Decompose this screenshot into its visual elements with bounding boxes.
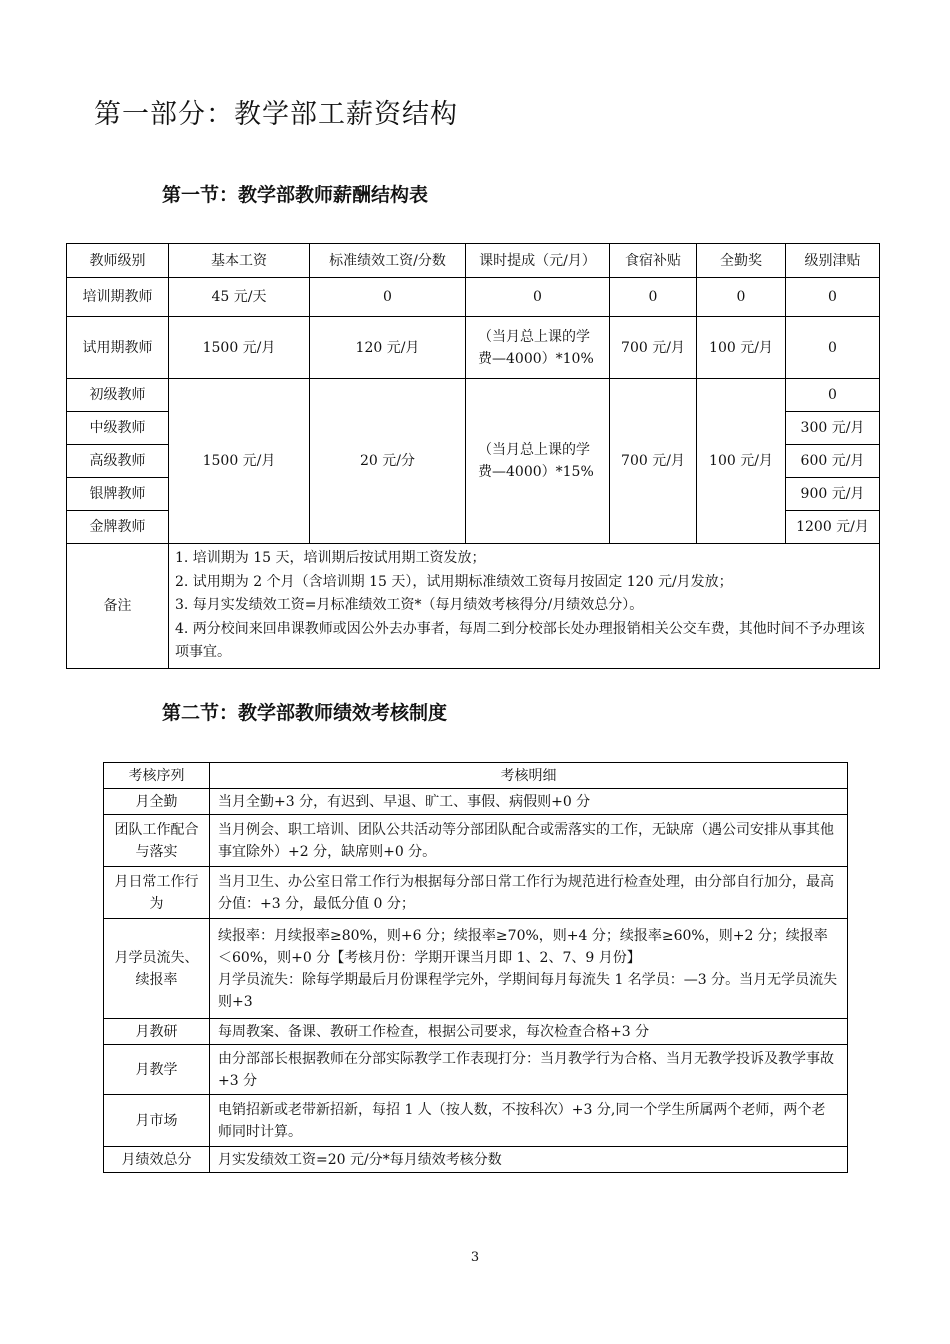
table-header-row xyxy=(67,244,880,278)
level-name: 中级教师 xyxy=(67,412,169,445)
salary-structure-table xyxy=(66,243,880,669)
note-item: 3. 每月实发绩效工资=月标准绩效工资*（每月绩效考核得分/月绩效总分）。 xyxy=(175,597,644,613)
header-cell: 考核明细 xyxy=(210,763,848,789)
group-commission: （当月总上课的学费—4000）*15% xyxy=(466,379,610,544)
table-row xyxy=(104,1147,848,1173)
assessment-item: 月全勤 xyxy=(104,789,210,815)
table-row xyxy=(104,867,848,919)
page-title: 第一部分：教学部工薪资结构 xyxy=(94,99,458,130)
level-allowance: 300 元/月 xyxy=(786,412,880,445)
level-name: 金牌教师 xyxy=(67,511,169,544)
table-cell: 0 xyxy=(466,278,610,317)
table-cell: 45 元/天 xyxy=(169,278,310,317)
section1-title: 第一节：教学部教师薪酬结构表 xyxy=(162,184,429,206)
table-row xyxy=(104,919,848,1019)
table-cell: 培训期教师 xyxy=(67,278,169,317)
assessment-detail: 月实发绩效工资=20 元/分*每月绩效考核分数 xyxy=(210,1147,848,1173)
header-cell: 基本工资 xyxy=(169,244,310,278)
header-cell: 标准绩效工资/分数 xyxy=(310,244,466,278)
page-number: 3 xyxy=(470,1250,480,1265)
header-cell: 食宿补贴 xyxy=(610,244,697,278)
level-allowance: 600 元/月 xyxy=(786,445,880,478)
table-row xyxy=(104,1019,848,1045)
assessment-detail: 当月卫生、办公室日常工作行为根据每分部日常工作行为规范进行检查处理，由分部自行加分，最高分值：+3 分，最低分值 0 分； xyxy=(210,867,848,919)
header-cell: 考核序列 xyxy=(104,763,210,789)
header-cell: 教师级别 xyxy=(67,244,169,278)
table-row xyxy=(104,815,848,867)
assessment-item: 月教学 xyxy=(104,1045,210,1095)
section2-title: 第二节：教学部教师绩效考核制度 xyxy=(162,702,448,724)
assessment-item: 团队工作配合与落实 xyxy=(104,815,210,867)
assessment-item: 月教研 xyxy=(104,1019,210,1045)
level-allowance: 1200 元/月 xyxy=(786,511,880,544)
assessment-item: 月学员流失、续报率 xyxy=(104,919,210,1019)
student-loss-text: 月学员流失：除每学期最后月份课程学完外，学期间每月每流失 1 名学员：—3 分。当月无学员流失则+3 xyxy=(218,971,838,1010)
note-item: 2. 试用期为 2 个月（含培训期 15 天），试用期标准绩效工资每月按固定 120 元/月发放； xyxy=(175,573,733,590)
group-meal-allowance: 700 元/月 xyxy=(610,379,697,544)
table-cell: 700 元/月 xyxy=(610,317,697,379)
notes-label: 备注 xyxy=(67,544,169,669)
note-item: 1. 培训期为 15 天，培训期后按试用期工资发放； xyxy=(175,550,486,566)
performance-assessment-table xyxy=(103,762,848,1173)
table-cell: 120 元/月 xyxy=(310,317,466,379)
renewal-rate-text: 续报率：月续报率≥80%，则+6 分；续报率≥70%，则+4 分；续报率≥60%，则+2 分；续报率＜60%，则+0 分【考核月份：学期开课当月即 1、2、7、9 月份】 xyxy=(218,927,828,966)
assessment-detail: 当月例会、职工培训、团队公共活动等分部团队配合或需落实的工作，无缺席（遇公司安排从事其他事宜除外）+2 分，缺席则+0 分。 xyxy=(210,815,848,867)
table-cell: 0 xyxy=(786,317,880,379)
assessment-item: 月市场 xyxy=(104,1095,210,1147)
table-cell: 试用期教师 xyxy=(67,317,169,379)
table-cell: 0 xyxy=(786,278,880,317)
notes-cell xyxy=(169,544,880,669)
level-allowance: 0 xyxy=(786,379,880,412)
assessment-detail: 电销招新或老带新招新，每招 1 人（按人数，不按科次）+3 分,同一个学生所属两个老师，两个老师同时计算。 xyxy=(210,1095,848,1147)
assessment-item: 月绩效总分 xyxy=(104,1147,210,1173)
table-row xyxy=(67,278,880,317)
table-cell: 1500 元/月 xyxy=(169,317,310,379)
notes-row xyxy=(67,544,880,669)
table-row xyxy=(67,317,880,379)
assessment-detail: 当月全勤+3 分，有迟到、早退、旷工、事假、病假则+0 分 xyxy=(210,789,848,815)
table-cell: 0 xyxy=(697,278,786,317)
table-row xyxy=(104,1095,848,1147)
note-item: 4. 两分校间来回串课教师或因公外去办事者，每周二到分校部长处办理报销相关公交车费，其他时间不予办理该项事宜。 xyxy=(175,620,865,660)
table-row xyxy=(104,1045,848,1095)
assessment-item: 月日常工作行为 xyxy=(104,867,210,919)
level-allowance: 900 元/月 xyxy=(786,478,880,511)
level-name: 初级教师 xyxy=(67,379,169,412)
assessment-detail xyxy=(210,919,848,1019)
level-name: 银牌教师 xyxy=(67,478,169,511)
header-cell: 全勤奖 xyxy=(697,244,786,278)
level-name: 高级教师 xyxy=(67,445,169,478)
group-performance-pay: 20 元/分 xyxy=(310,379,466,544)
table-row xyxy=(104,789,848,815)
table-row xyxy=(67,379,880,412)
group-attendance-bonus: 100 元/月 xyxy=(697,379,786,544)
assessment-detail: 每周教案、备课、教研工作检查，根据公司要求，每次检查合格+3 分 xyxy=(210,1019,848,1045)
table-cell: 0 xyxy=(610,278,697,317)
group-base-salary: 1500 元/月 xyxy=(169,379,310,544)
table-cell: 0 xyxy=(310,278,466,317)
assessment-detail: 由分部部长根据教师在分部实际教学工作表现打分：当月教学行为合格、当月无教学投诉及教学事故+3 分 xyxy=(210,1045,848,1095)
header-cell: 级别津贴 xyxy=(786,244,880,278)
table-header-row xyxy=(104,763,848,789)
table-cell: 100 元/月 xyxy=(697,317,786,379)
header-cell: 课时提成（元/月） xyxy=(466,244,610,278)
table-cell: （当月总上课的学费—4000）*10% xyxy=(466,317,610,379)
